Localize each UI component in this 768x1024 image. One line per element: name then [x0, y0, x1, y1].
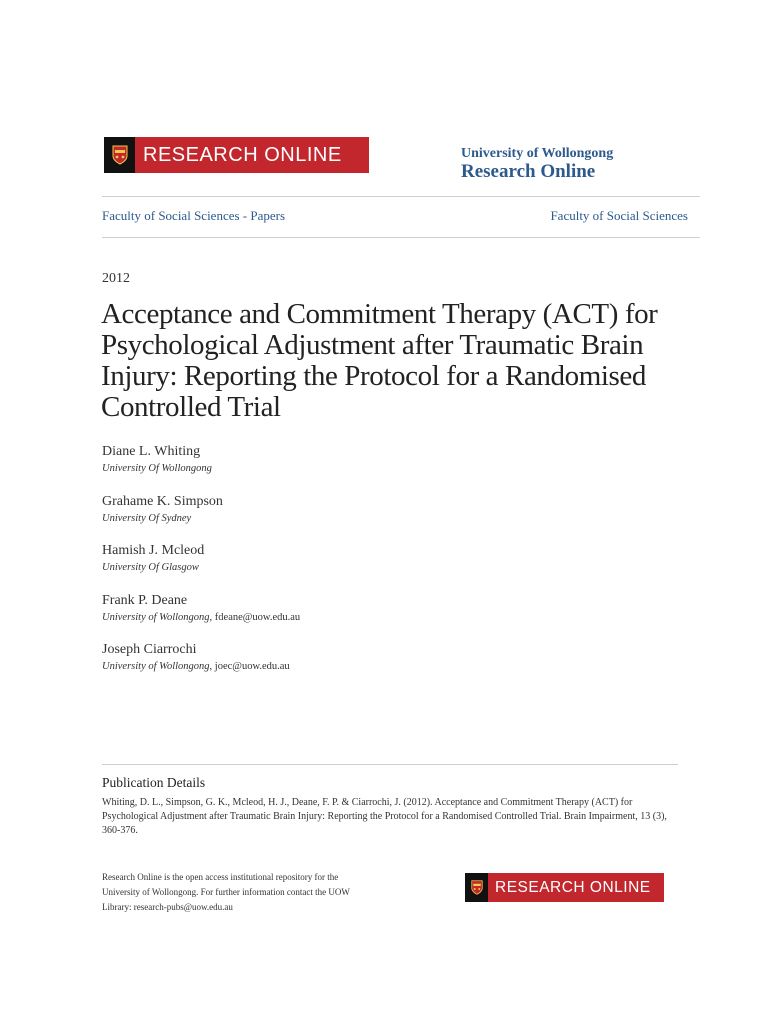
affiliation-name: University Of Glasgow — [102, 562, 199, 573]
repository-footer-text: Research Online is the open access institutional repository for the University of Wollongong. For further information contact the UOW Library: research-pubs@uow.edu.au — [102, 872, 350, 912]
author-name: Frank P. Deane — [102, 593, 188, 608]
author-email[interactable]: , joec@uow.edu.au — [209, 661, 290, 672]
author-entry — [102, 443, 212, 476]
research-online-footer-logo[interactable] — [465, 873, 664, 902]
author-affiliation — [102, 610, 300, 625]
research-online-logo[interactable] — [104, 137, 369, 173]
header-divider — [102, 196, 700, 197]
logo-wordmark: RESEARCH ONLINE — [495, 878, 651, 896]
author-affiliation — [102, 560, 204, 575]
publication-details-heading: Publication Details — [102, 775, 206, 790]
publication-citation: Whiting, D. L., Simpson, G. K., Mcleod, H. J., Deane, F. P. & Ciarrochi, J. (2012). Acceptance and Commitment Therapy (ACT) for Psychological Adjustment after Traumatic Brain Injury: Reporting the Protocol for a Randomised Controlled Trial. Brain Impairment, 13 (3), 360-376. — [102, 797, 667, 836]
affiliation-name: University of Wollongong — [102, 661, 210, 672]
logo-wordmark: RESEARCH ONLINE — [143, 143, 342, 166]
university-name[interactable]: University of Wollongong — [461, 146, 614, 161]
publication-year: 2012 — [102, 271, 130, 286]
affiliation-name: University Of Sydney — [102, 513, 192, 524]
author-entry — [102, 493, 223, 526]
author-name: Joseph Ciarrochi — [102, 642, 197, 657]
nav-divider — [102, 237, 700, 238]
author-email[interactable]: , fdeane@uow.edu.au — [209, 612, 301, 623]
university-crest-icon — [465, 873, 488, 902]
author-name: Grahame K. Simpson — [102, 494, 223, 509]
author-entry — [102, 592, 300, 625]
affiliation-name: University Of Wollongong — [102, 463, 212, 474]
university-crest-icon — [104, 137, 135, 173]
paper-title: Acceptance and Commitment Therapy (ACT) for Psychological Adjustment after Traumatic Brain Injury: Reporting the Protocol for a Randomised Controlled Trial — [101, 298, 658, 423]
author-affiliation — [102, 461, 212, 476]
author-entry — [102, 542, 204, 575]
author-affiliation — [102, 659, 290, 674]
author-name: Hamish J. Mcleod — [102, 543, 205, 558]
repository-name[interactable]: Research Online — [461, 161, 596, 182]
author-affiliation — [102, 511, 223, 526]
author-entry — [102, 641, 290, 674]
author-name: Diane L. Whiting — [102, 444, 201, 459]
affiliation-name: University of Wollongong — [102, 612, 210, 623]
faculty-link[interactable]: Faculty of Social Sciences — [550, 208, 688, 223]
publication-divider — [102, 764, 678, 765]
faculty-papers-link[interactable]: Faculty of Social Sciences - Papers — [102, 208, 286, 223]
